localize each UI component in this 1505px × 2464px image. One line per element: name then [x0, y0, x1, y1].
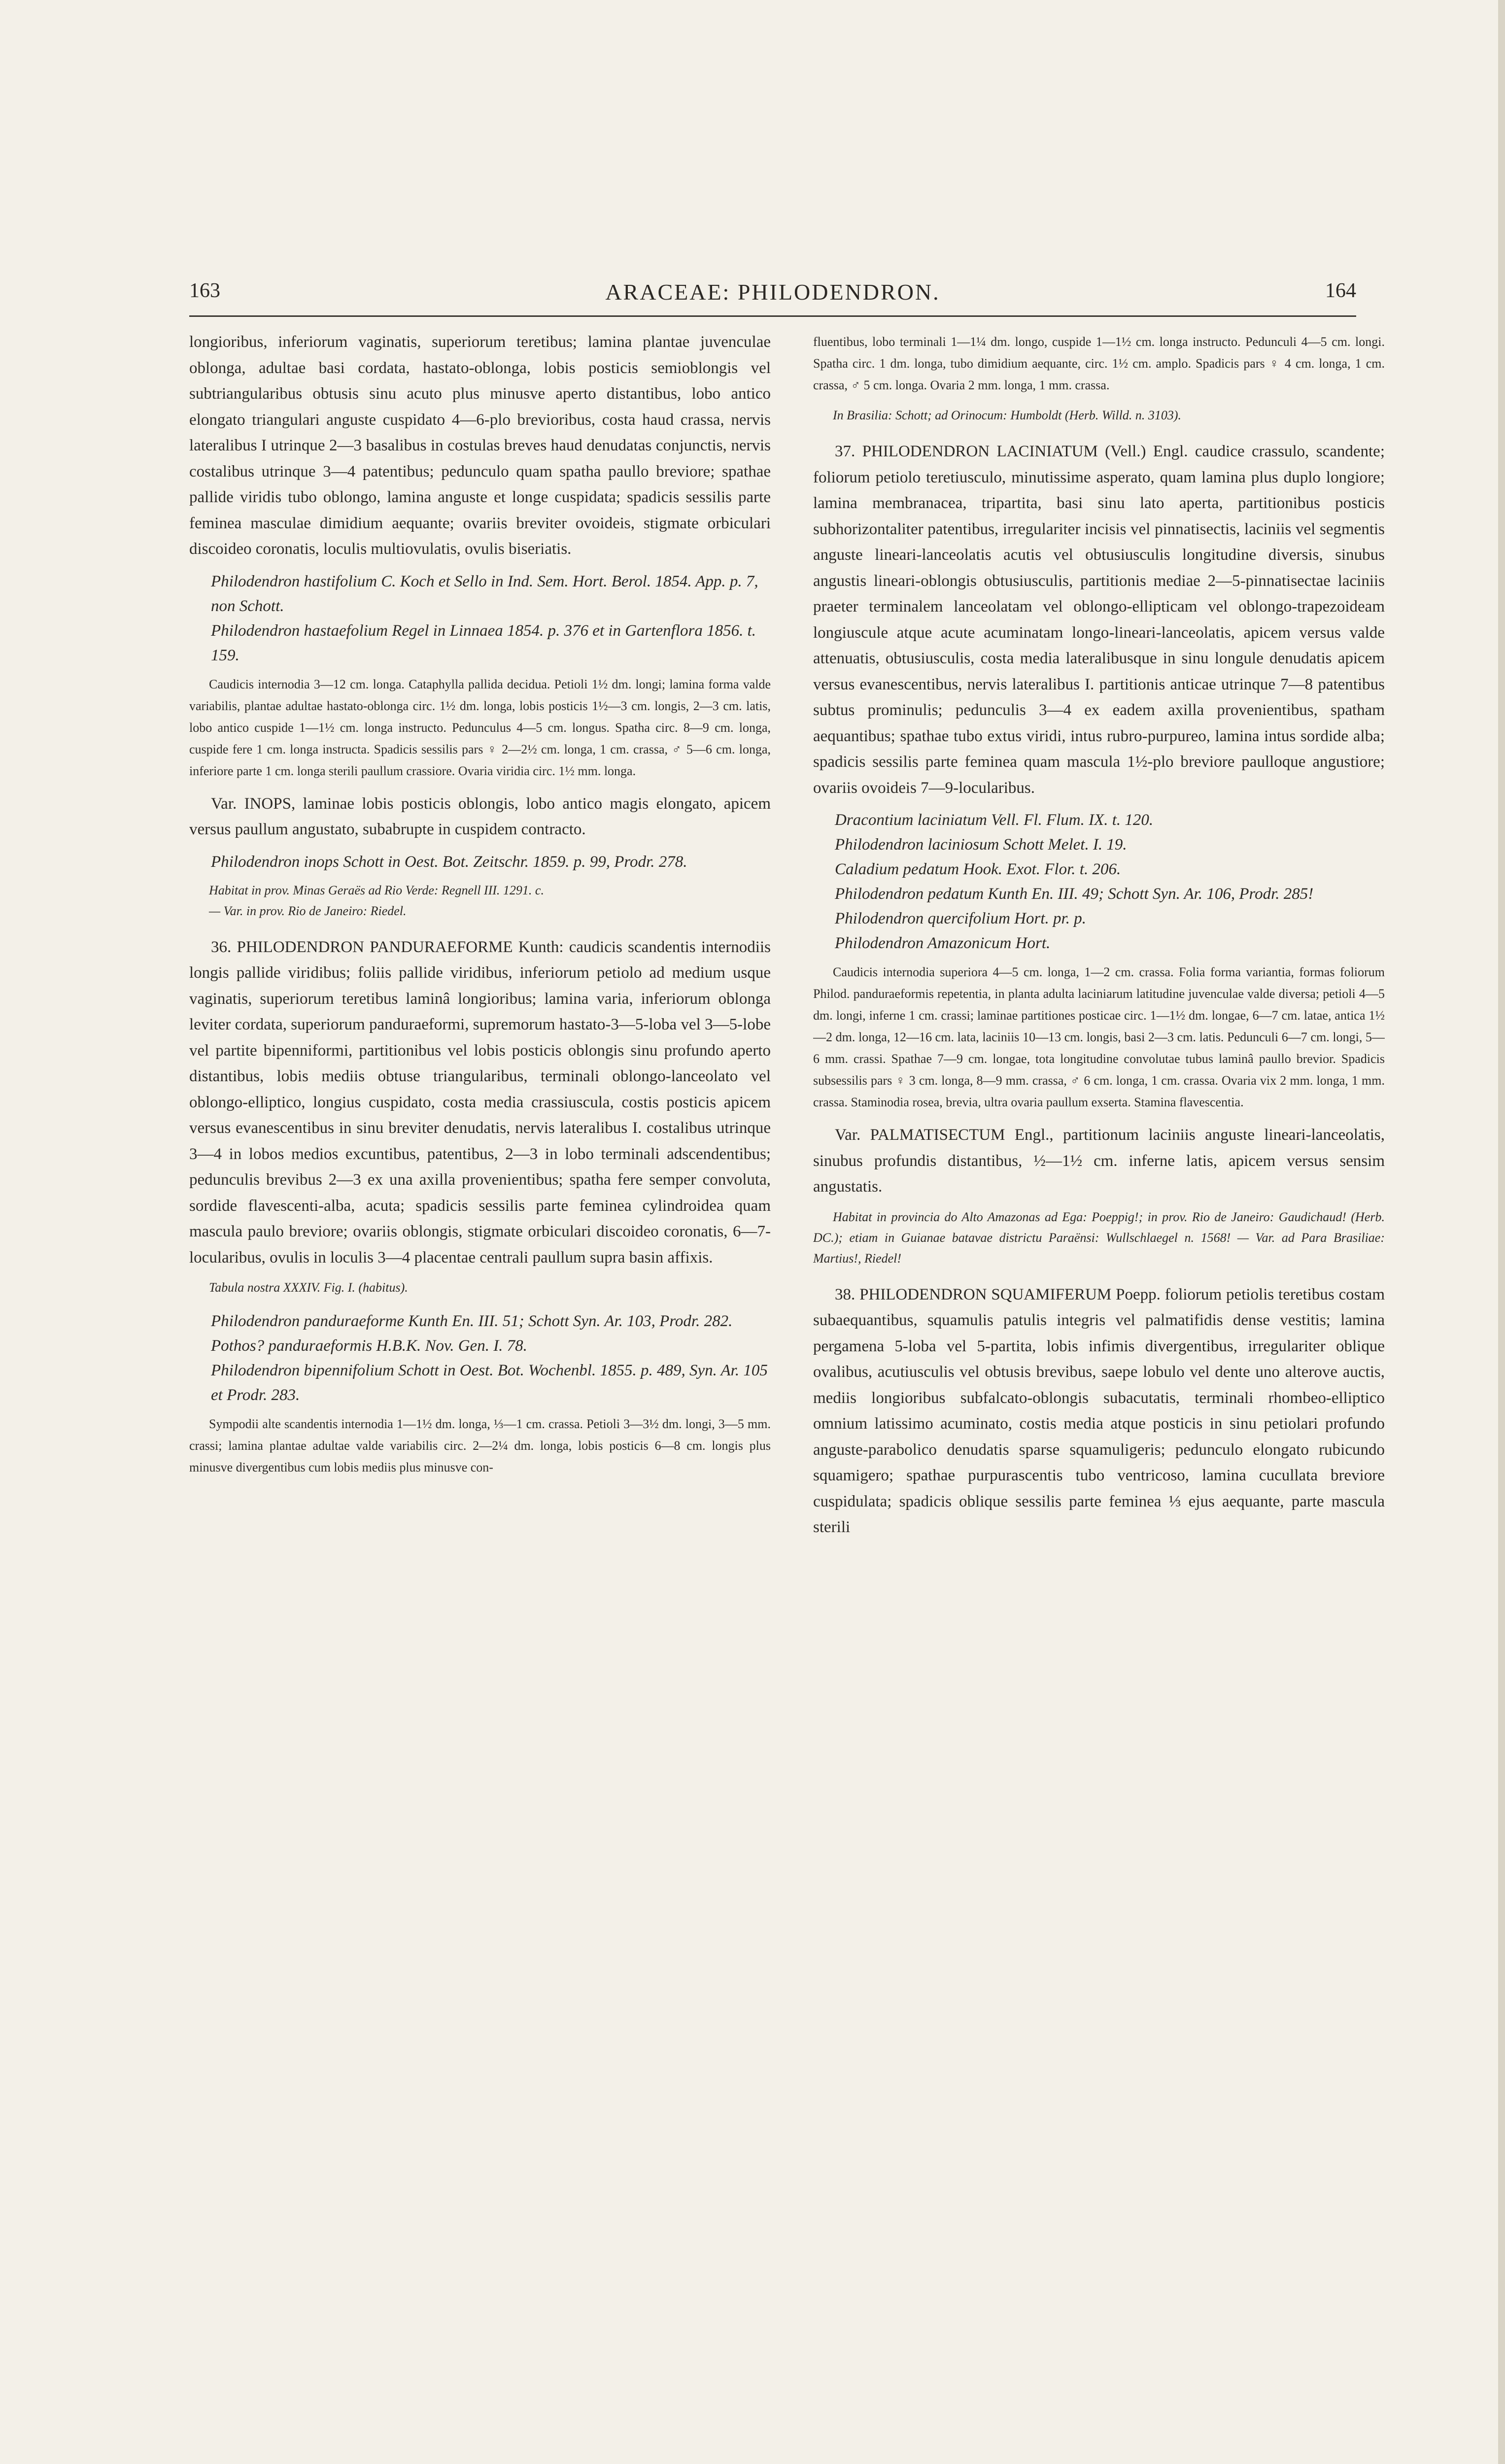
synonym: Philodendron hastifolium C. Koch et Sello in Ind. Sem. Hort. Berol. 1854. App. p. 7, non Schott.: [211, 572, 758, 615]
variety-description: Var. PALMATISECTUM Engl., partitionum laciniis anguste lineari-lanceolatis, sinubus profundis distantibus, ½—1½ cm. inferne latis, apicem versus sensim angustatis.: [813, 1126, 1385, 1196]
measurements: Caudicis internodia 3—12 cm. longa. Cataphylla pallida decidua. Petioli 1½ dm. longi; lamina forma valde variabilis, plantae adultae hastato-oblonga circ. 1½ dm. longa, lobis posticis 1½—3 cm. longis, 2—3 cm. latis, lobo antico cuspide 1—1½ cm. longa instructo. Pedunculus 4—5 cm. longus. Spatha circ. 8—9 cm. longa, cuspide fere 1 cm. longa instructa. Spadicis sessilis pars ♀ 2—2½ cm. longa, 1 cm. crassa, ♂ 5—6 cm. longa, inferiore parte 1 cm. longa sterili paullum crassiore. Ovaria viridia circ. 1½ mm. longa.: [189, 677, 771, 778]
synonym: Philodendron inops Schott in Oest. Bot. Zeitschr. 1859. p. 99, Prodr. 278.: [211, 853, 687, 871]
synonymy-block: [189, 850, 771, 874]
synonym: Dracontium laciniatum Vell. Fl. Flum. IX. t. 120.: [835, 811, 1154, 829]
synonymy-block: [189, 1309, 771, 1407]
page-edge: [1498, 0, 1505, 2464]
page-number-left: 163: [189, 279, 220, 302]
page-header: [189, 279, 1356, 313]
measurements: Sympodii alte scandentis internodia 1—1½ dm. longa, ⅓—1 cm. crassa. Petioli 3—3½ dm. longi, 3—5 mm. crassi; lamina plantae adultae valde variabilis circ. 2—2¼ dm. longa, lobis posticis 6—8 cm. longis plus minusve divergentibus cum lobis mediis plus minusve con-: [189, 1417, 771, 1474]
measurements-continued: fluentibus, lobo terminali 1—1¼ dm. longo, cuspide 1—1½ cm. longa instructo. Pedunculi 4—5 cm. longi. Spatha circ. 1 dm. longa, tubo dimidium aequante, circ. 1½ cm. amplo. Spadicis pars ♀ 4 cm. longa, 1 cm. crassa, ♂ 5 cm. longa. Ovaria 2 mm. longa, 1 mm. crassa.: [813, 335, 1385, 392]
left-column: [189, 329, 771, 2448]
synonym: Caladium pedatum Hook. Exot. Flor. t. 206.: [835, 860, 1121, 878]
species-36-description: 36. PHILODENDRON PANDURAEFORME Kunth: caudicis scandentis internodiis longis pallide viridibus; foliis pallide viridibus, inferiorum petiolo ad medium usque vaginatis, superiorum teretibus laminâ longioribus; lamina varia, inferiorum oblonga leviter cordata, superiorum panduraeformi, supremorum hastato-3—5-loba vel 3—5-lobe vel partite bipenniformi, partitionibus vel lobis posticis oblongis sinu profundo aperto distantibus, lobis mediis obtuse triangularibus, terminali oblongo-lanceolato vel oblongo-elliptico, longius cuspidato, costa media crassiuscula, costis posticis apicem versus evanescentibus in sinu breviter denudatis, nervis lateralibus I. costalibus utrinque 3—4 in lobos medios excuntibus, patentibus, 2—3 in lobo terminali adscendentibus; pedunculis brevibus 2—3 ex una axilla provenientibus; spatha fere semper convoluta, sordide flavescenti-alba, acuta; spadicis sessilis parte feminea cylindroidea quam mascula paulo breviore; ovariis oblongis, stigmate orbiculari discoideo coronatis, 6—7-locularibus, ovulis in loculis 3—4 placentae centrali paullum supra basin affixis.: [189, 938, 771, 1266]
variety-description: Var. INOPS, laminae lobis posticis oblongis, lobo antico magis elongato, apicem versus paullum angustato, subabrupte in cuspidem contracto.: [189, 794, 771, 838]
synonymy-block: [813, 808, 1385, 956]
habitat-line: Habitat in provincia do Alto Amazonas ad Ega: Poeppig!; in prov. Rio de Janeiro: Gaudichaud! (Herb. DC.); etiam in Guianae batavae districtu Paraënsi: Wullschlaegel n. 1568! — Var. ad Para Brasiliae: Martius!, Riedel!: [813, 1209, 1385, 1266]
plate-reference: Tabula nostra XXXIV. Fig. I. (habitus).: [209, 1280, 408, 1295]
habitat-line: — Var. in prov. Rio de Janeiro: Riedel.: [209, 903, 407, 918]
running-title: ARACEAE: PHILODENDRON.: [605, 279, 940, 305]
synonym: Philodendron quercifolium Hort. pr. p.: [835, 910, 1086, 927]
habitat-line: Habitat in prov. Minas Geraës ad Rio Verde: Regnell III. 1291. c.: [209, 883, 544, 897]
species-37-description: 37. PHILODENDRON LACINIATUM (Vell.) Engl. caudice crassulo, scandente; foliorum petiolo teretiusculo, minutissime asperato, quam lamina plus duplo longiore; lamina membranacea, tripartita, basi sinu lato aperta, partitionibus posticis subhorizontaliter patentibus, irregulariter incisis vel pinnatisectis, laciniis vel segmentis anguste lineari-lanceolatis acutis vel obtusiusculis longitudine diversis, sinubus angustis lineari-oblongis obtusiusculis, partitionis mediae 2—5-pinnatisectae laciniis praeter terminalem lanceolatam vel oblongo-ellipticam vel oblongo-trapezoideam longiuscule atque acute acuminatam longo-lineari-lanceolatis, apicem versus valde attenuatis, obtusiusculis, costa media lateralibusque in sinu longule denudatis apicem versus evanescentibus, nervis lateralibus I. partitionis anticae utrinque 7—8 patentibus subtus prominulis; pedunculis 3—4 ex eadem axilla provenientibus, spatham aequantibus; spathae tubo extus viridi, intus rubro-purpureo, lamina intus sordide alba; spadicis sessilis parte feminea quam mascula 1½-plo breviore paulloque angustiore; ovariis ovoideis 7—9-locularibus.: [813, 443, 1385, 797]
right-column: [813, 329, 1385, 2448]
synonym: Philodendron pedatum Kunth En. III. 49; Schott Syn. Ar. 106, Prodr. 285!: [835, 885, 1314, 903]
species-38-description: 38. PHILODENDRON SQUAMIFERUM Poepp. foliorum petiolis teretibus costam subaequantibus, squamulis patulis integris vel palmatifidis dense vestitis; lamina pergamena 5-loba vel 5-partita, lobis infimis divergentibus, irregulariter oblique ovalibus, acutiusculis vel obtusis brevibus, saepe lobulo vel dente uno alterove auctis, mediis longioribus subfalcato-oblongis subacutatis, terminali rhombeo-elliptico omnium latissimo acuminato, costis media atque posticis in sinu petiolari profundo anguste-parabolico denudatis sparse squamuligeris; pedunculo elongato rubicundo squamigero; spathae purpurascentis tubo ventricoso, lamina cucullata breviore cuspidulata; spadicis oblique sessilis parte feminea ⅓ ejus aequante, parte mascula sterili: [813, 1285, 1385, 1536]
header-rule: [189, 315, 1356, 317]
habitat-block: [189, 880, 771, 922]
page-number-right: 164: [1325, 279, 1356, 302]
synonym: Philodendron laciniosum Schott Melet. I. 19.: [835, 836, 1127, 854]
synonym: Philodendron Amazonicum Hort.: [835, 934, 1051, 952]
measurements: Caudicis internodia superiora 4—5 cm. longa, 1—2 cm. crassa. Folia forma variantia, formas foliorum Philod. panduraeformis repetentia, in planta adulta laciniarum latitudine juvenculae valde diversa; petioli 4—5 dm. longi, inferne 1 cm. crassi; laminae partitiones posticae circ. 1—1½ dm. longae, 6—7 cm. latae, antica 1½—2 dm. longa, 12—16 cm. lata, laciniis 10—13 cm. longis, basi 2—3 cm. latis. Pedunculi 6—7 cm. longi, 5—6 mm. crassi. Spathae 7—9 cm. longae, tota longitudine convolutae tubus laminâ paullo brevior. Spadicis subsessilis pars ♀ 3 cm. longa, 8—9 mm. crassa, ♂ 6 cm. longa, 1 cm. crassa. Ovaria vix 2 mm. longa, 1 mm. crassa. Staminodia rosea, brevia, ultra ovaria paullum exserta. Stamina flavescentia.: [813, 965, 1385, 1109]
synonym: Pothos? panduraeformis H.B.K. Nov. Gen. I. 78.: [211, 1337, 527, 1355]
synonym: Philodendron panduraeforme Kunth En. III. 51; Schott Syn. Ar. 103, Prodr. 282.: [211, 1312, 733, 1330]
synonym: Philodendron bipennifolium Schott in Oest. Bot. Wochenbl. 1855. p. 489, Syn. Ar. 105 et Prodr. 283.: [211, 1362, 768, 1404]
description-continued: longioribus, inferiorum vaginatis, superiorum teretibus; lamina plantae juvenculae oblonga, adultae basi cordata, hastato-oblonga, lobis posticis semioblongis vel subtriangularibus obtusis sinu acuto plus minusve aperto distantibus, lobo antico elongato triangulari anguste cuspidato 4—6-plo brevioribus, costa haud crassa, nervis lateralibus I utrinque 2—3 basalibus in costulas breves haud denudatas conjunctis, nervis costalibus utrinque 3—4 patentibus; pedunculo quam spatha paullo breviore; spathae pallide viridis tubo oblongo, lamina anguste et longe cuspidata; spadicis sessilis parte feminea masculae dimidium aequante; ovariis breviter ovoideis, stigmate orbiculari discoideo coronatis, loculis multiovulatis, ovulis biseriatis.: [189, 333, 771, 558]
habitat-line: In Brasilia: Schott; ad Orinocum: Humboldt (Herb. Willd. n. 3103).: [833, 408, 1181, 422]
synonymy-block: [189, 569, 771, 668]
synonym: Philodendron hastaefolium Regel in Linnaea 1854. p. 376 et in Gartenflora 1856. t. 159.: [211, 621, 756, 664]
